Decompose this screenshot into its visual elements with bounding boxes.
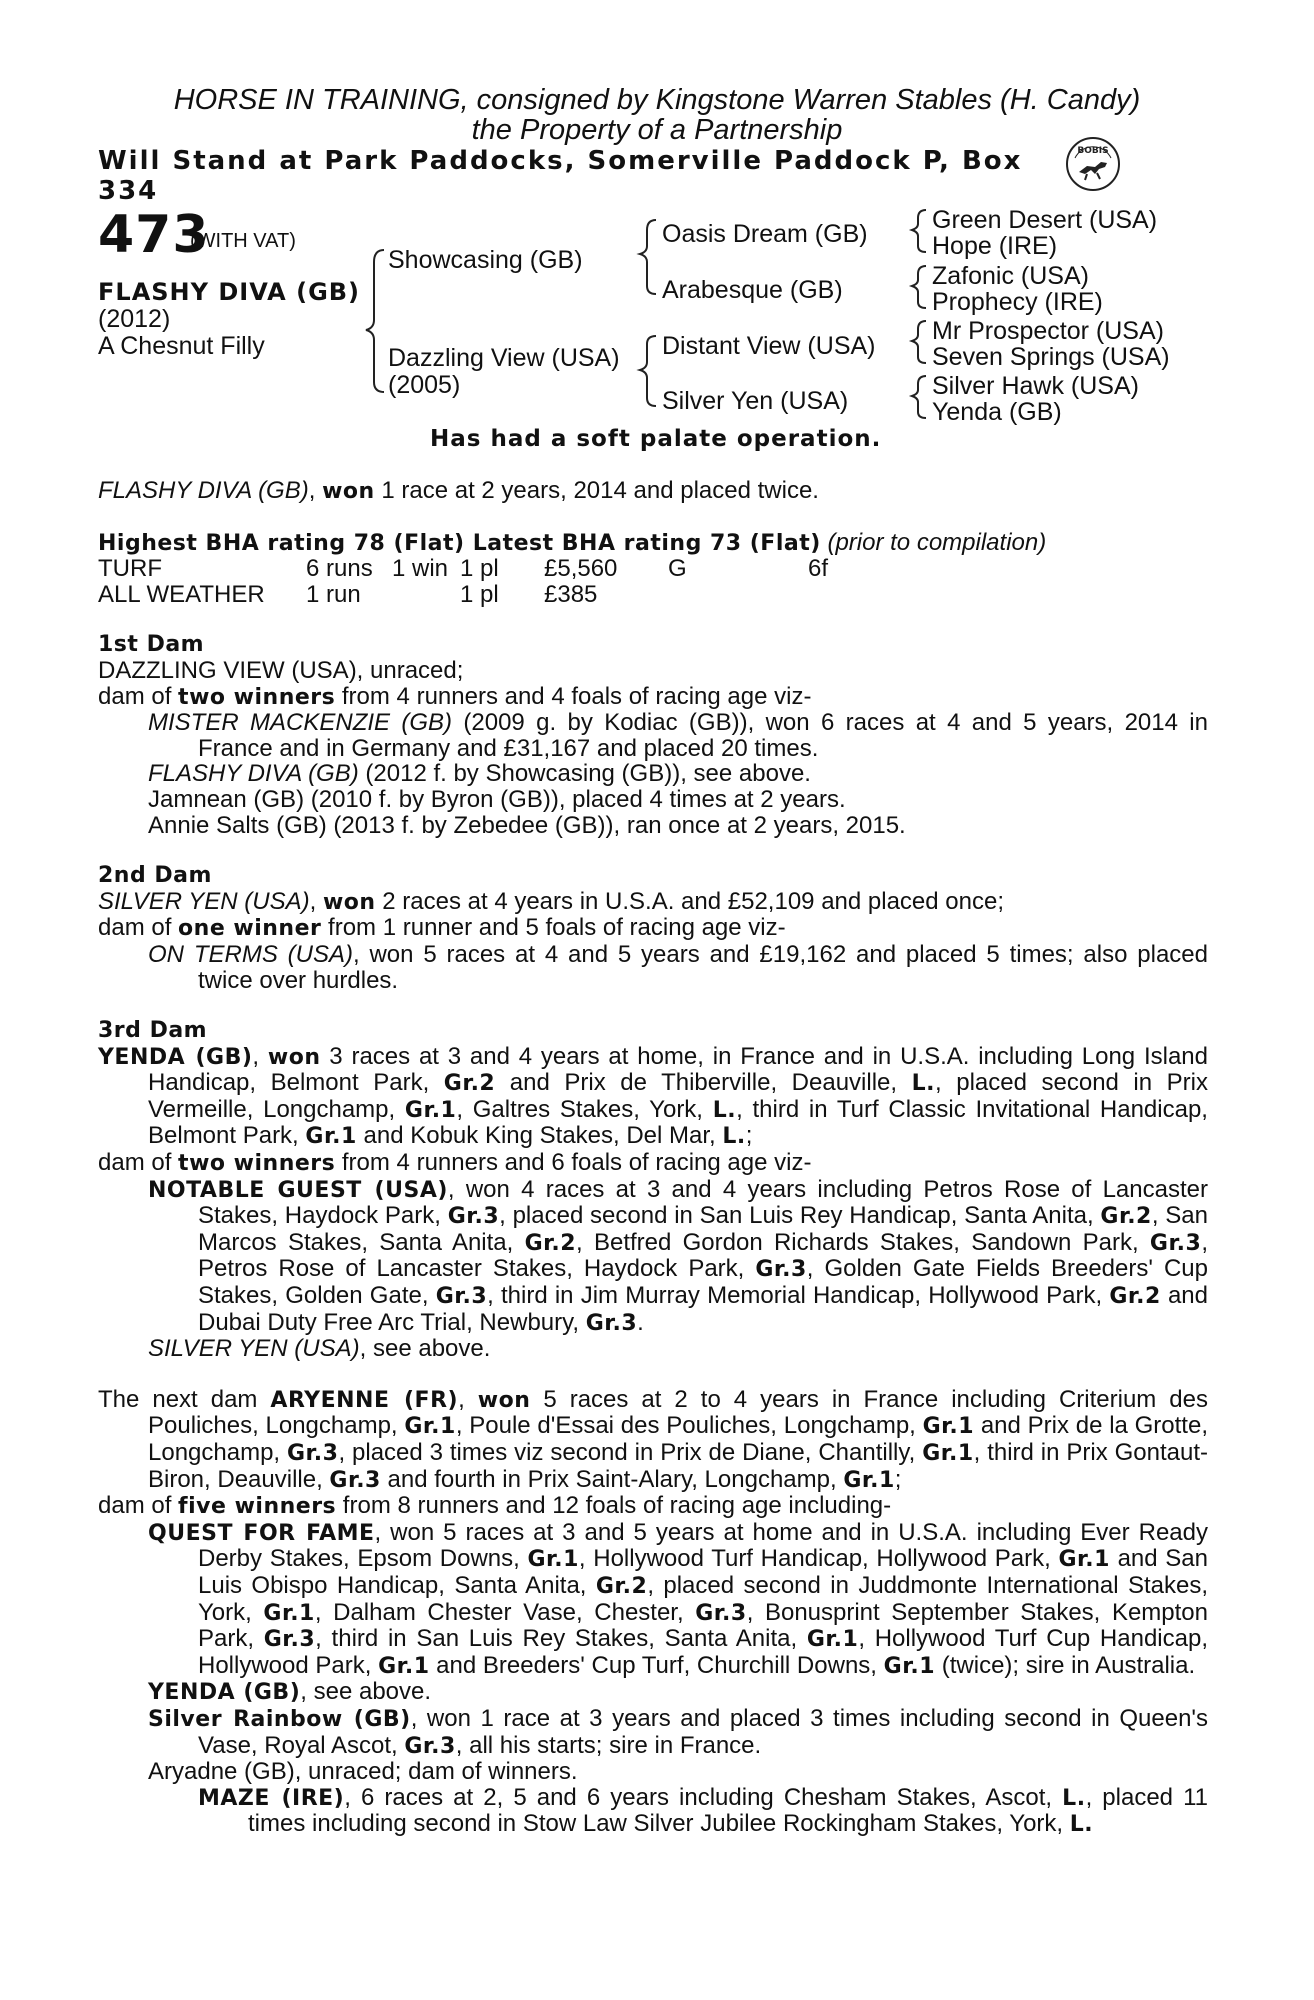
next-dam-entry: The next dam ARYENNE (FR), won 5 races at 2 to 4 years in France including Criterium des Pouliches, Longchamp, Gr.1, Poule d'Essai des Pouliches, Longchamp, Gr.1 and Prix de la Grotte, Longchamp, Gr.3, placed 3 times viz second in Prix de Diane, Chantilly, Gr.1, third in Prix Gontaut-Biron, Deauville, Gr.3 and fourth in Prix Saint-Alary, Longchamp, Gr.1; <box>98 1385 1208 1493</box>
second-dam-line: SILVER YEN (USA), won 2 races at 4 years in U.S.A. and £52,109 and placed once; <box>98 887 1004 915</box>
second-dam-produce-line: dam of one winner from 1 runner and 5 foals of racing age viz- <box>98 914 786 942</box>
pedigree-sire-sire: Oasis Dream (GB) <box>662 220 868 248</box>
lot-number: 473 <box>98 205 210 265</box>
produce-entry: Jamnean (GB) (2010 f. by Byron (GB)), placed 4 times at 2 years. <box>148 785 846 813</box>
second-dam-heading: 2nd Dam <box>98 863 212 889</box>
horse-name: FLASHY DIVA (GB) <box>98 278 361 306</box>
third-dam-entry: YENDA (GB), won 3 races at 3 and 4 years at home, in France and in U.S.A. including Long Island Handicap, Belmont Park, Gr.2 and Prix de Thiberville, Deauville, L., placed second in Prix Vermeille, Longchamp, Gr.1, Galtres Stakes, York, L., third in Turf Classic Invitational Handicap, Belmont Park, Gr.1 and Kobuk King Stakes, Del Mar, L.; <box>98 1042 1209 1150</box>
rating-row-all-weather: ALL WEATHER 1 run 1 pl £385 <box>98 580 598 608</box>
produce-entry: FLASHY DIVA (GB) (2012 f. by Showcasing (GB)), see above. <box>148 760 811 788</box>
rating-row-turf: TURF 6 runs 1 win 1 pl £5,560 G 6f <box>98 555 829 583</box>
third-dam-produce-line: dam of two winners from 4 runners and 6 foals of racing age viz- <box>98 1149 812 1177</box>
produce-entry: YENDA (GB), see above. <box>148 1678 432 1706</box>
first-dam-heading: 1st Dam <box>98 632 205 658</box>
pedigree-dam-sire: Distant View (USA) <box>662 332 876 360</box>
vat-note: (WITH VAT) <box>190 230 296 252</box>
produce-entry: Aryadne (GB), unraced; dam of winners. <box>148 1758 578 1786</box>
pedigree-sss: Green Desert (USA) <box>932 206 1158 234</box>
first-dam-produce-line: dam of two winners from 4 runners and 4 foals of racing age viz- <box>98 682 812 710</box>
property-line: the Property of a Partnership <box>471 114 843 146</box>
race-summary: FLASHY DIVA (GB), won 1 race at 2 years, 2014 and placed twice. <box>98 477 819 504</box>
produce-entry: MISTER MACKENZIE (GB) (2009 g. by Kodiac (GB)), won 6 races at 4 and 5 years, 2014 in France and in Germany and £31,167 and placed 20 times. <box>148 709 1208 762</box>
pedigree-dss: Mr Prospector (USA) <box>932 317 1164 345</box>
next-dam-produce-line: dam of five winners from 8 runners and 12 foals of racing age including- <box>98 1492 892 1520</box>
pedigree-dam: Dazzling View (USA) <box>388 344 620 372</box>
grand-produce-entry: MAZE (IRE), 6 races at 2, 5 and 6 years including Chesham Stakes, Ascot, L., placed 11 times including second in Stow Law Silver Jubilee Rockingham Stakes, York, L. <box>198 1783 1209 1838</box>
horse-description: A Chesnut Filly <box>98 332 265 360</box>
produce-entry: NOTABLE GUEST (USA), won 4 races at 3 and 4 years including Petros Rose of Lancaster Stakes, Haydock Park, Gr.3, placed second in San Luis Rey Handicap, Santa Anita, Gr.2, San Marcos Stakes, Santa Anita, Gr.2, Betfred Gordon Richards Stakes, Sandown Park, Gr.3, Petros Rose of Lancaster Stakes, Haydock Park, Gr.3, Golden Gate Fields Breeders' Cup Stakes, Golden Gate, Gr.3, third in Jim Murray Memorial Handicap, Hollywood Park, Gr.2 and Dubai Duty Free Arc Trial, Newbury, Gr.3. <box>148 1175 1209 1336</box>
first-dam-line: DAZZLING VIEW (USA), unraced; <box>98 656 464 684</box>
location-line: Will Stand at Park Paddocks, Somerville Paddock P, Box 334 <box>98 146 1023 206</box>
rating-line: Highest BHA rating 78 (Flat) Latest BHA rating 73 (Flat) (prior to compilation) <box>98 528 1047 556</box>
pedigree-ssd: Hope (IRE) <box>932 232 1058 260</box>
foaling-year: (2012) <box>98 305 171 333</box>
pedigree-dds: Silver Hawk (USA) <box>932 372 1139 400</box>
pedigree-dam-year: (2005) <box>388 371 461 399</box>
produce-entry: Silver Rainbow (GB), won 1 race at 3 years and placed 3 times including second in Queen's Vase, Royal Ascot, Gr.3, all his starts; sire in France. <box>148 1704 1208 1759</box>
produce-entry: Annie Salts (GB) (2013 f. by Zebedee (GB)), ran once at 2 years, 2015. <box>148 811 906 839</box>
pedigree-sire-dam: Arabesque (GB) <box>662 276 843 304</box>
produce-entry: ON TERMS (USA), won 5 races at 4 and 5 years and £19,162 and placed 5 times; also placed twice over hurdles. <box>148 940 1208 994</box>
medical-note: Has had a soft palate operation. <box>430 426 882 452</box>
catalogue-body <box>98 478 1208 1838</box>
third-dam-heading: 3rd Dam <box>98 1018 208 1044</box>
pedigree-brackets <box>0 0 1314 440</box>
pedigree-dam-dam: Silver Yen (USA) <box>662 387 849 415</box>
bobis-logo-text: BOBIS <box>1077 146 1109 156</box>
produce-entry: QUEST FOR FAME, won 5 races at 3 and 5 years at home and in U.S.A. including Ever Ready Derby Stakes, Epsom Downs, Gr.1, Hollywood Turf Handicap, Hollywood Park, Gr.1 and San Luis Obispo Handicap, Santa Anita, Gr.2, placed second in Juddmonte International Stakes, York, Gr.1, Dalham Chester Vase, Chester, Gr.3, Bonusprint September Stakes, Kempton Park, Gr.3, third in San Luis Rey Stakes, Santa Anita, Gr.1, Hollywood Turf Cup Handicap, Hollywood Park, Gr.1 and Breeders' Cup Turf, Churchill Downs, Gr.1 (twice); sire in Australia. <box>148 1518 1209 1679</box>
pedigree-sds: Zafonic (USA) <box>932 262 1089 290</box>
pedigree-sire: Showcasing (GB) <box>388 246 583 274</box>
pedigree-dsd: Seven Springs (USA) <box>932 343 1170 371</box>
produce-entry: SILVER YEN (USA), see above. <box>148 1335 491 1363</box>
pedigree-sdd: Prophecy (IRE) <box>932 288 1103 316</box>
consignment-line: HORSE IN TRAINING, consigned by Kingstone Warren Stables (H. Candy) <box>173 84 1141 116</box>
pedigree-ddd: Yenda (GB) <box>932 398 1062 426</box>
